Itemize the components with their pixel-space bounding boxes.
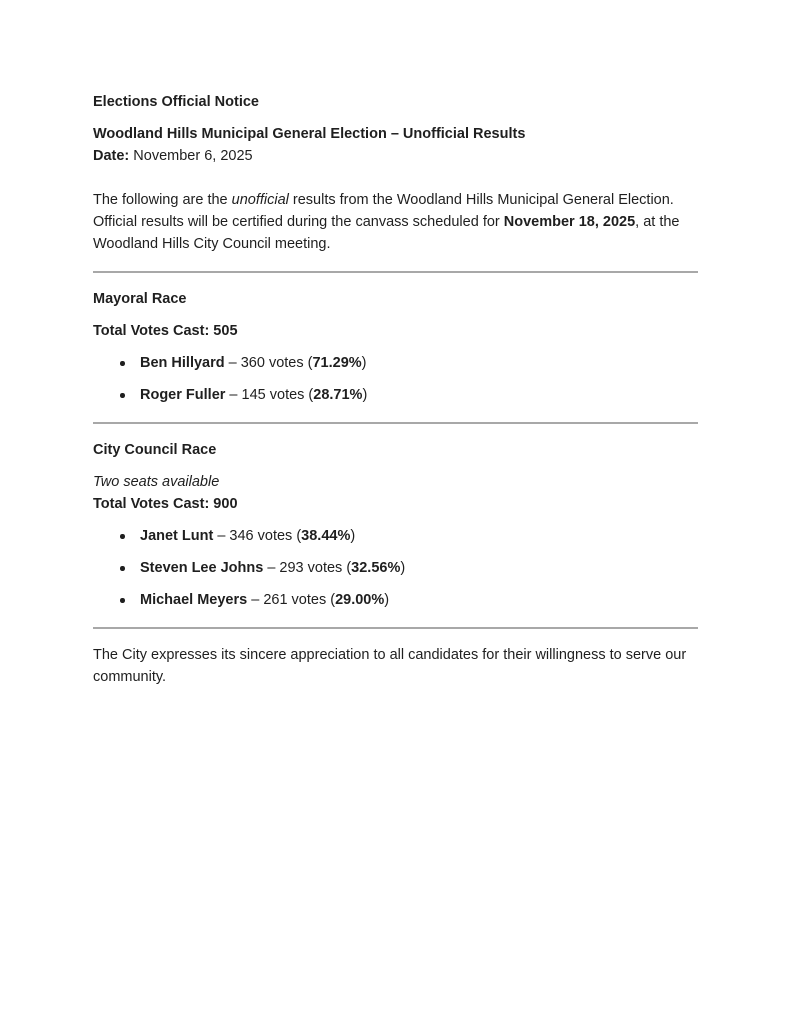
- candidate-name: Ben Hillyard: [140, 355, 225, 371]
- section-divider: [93, 422, 698, 424]
- intro-unofficial-emphasis: unofficial: [231, 192, 289, 208]
- bullet-icon: [120, 361, 125, 366]
- notice-title: Elections Official Notice: [93, 94, 259, 110]
- candidate-name: Steven Lee Johns: [140, 560, 264, 576]
- candidate-close-paren: ): [350, 528, 356, 544]
- closing-paragraph: The City expresses its sincere appreciation to all candidates for their willingness to serve our community.: [93, 647, 687, 685]
- list-item: [93, 384, 698, 406]
- mayoral-total-votes: Total Votes Cast: 505: [93, 323, 238, 339]
- candidate-name: Michael Meyers: [140, 592, 248, 608]
- date-value: November 6, 2025: [129, 148, 253, 164]
- candidate-close-paren: ): [362, 387, 368, 403]
- candidate-percentage: 28.71%: [313, 387, 363, 403]
- mayoral-race-title: Mayoral Race: [93, 291, 187, 307]
- council-race-title: City Council Race: [93, 442, 217, 458]
- mayoral-candidate-list: [93, 352, 698, 406]
- intro-text-3: , at the Woodland Hills City Council meeting.: [93, 214, 680, 252]
- candidate-votes: – 293 votes (: [263, 560, 352, 576]
- candidate-close-paren: ): [361, 355, 367, 371]
- section-divider: [93, 271, 698, 273]
- spacer: [93, 177, 698, 189]
- candidate-votes: – 261 votes (: [247, 592, 336, 608]
- candidate-percentage: 38.44%: [301, 528, 351, 544]
- council-seats-note: Two seats available: [93, 474, 220, 490]
- bullet-icon: [120, 393, 125, 398]
- candidate-percentage: 29.00%: [335, 592, 385, 608]
- section-divider: [93, 627, 698, 629]
- candidate-name: Janet Lunt: [140, 528, 214, 544]
- council-total-votes: Total Votes Cast: 900: [93, 496, 238, 512]
- candidate-percentage: 71.29%: [312, 355, 362, 371]
- council-subtitle-block: [93, 471, 698, 515]
- intro-text-2: results from the Woodland Hills Municipal General Election. Official results will be certified during the canvass scheduled for: [93, 192, 674, 230]
- list-item: [93, 525, 698, 547]
- date-label: Date:: [93, 148, 130, 164]
- candidate-votes: – 145 votes (: [225, 387, 314, 403]
- list-item: [93, 352, 698, 374]
- list-item: [93, 589, 698, 611]
- council-candidate-list: [93, 525, 698, 611]
- list-item: [93, 557, 698, 579]
- candidate-votes: – 346 votes (: [213, 528, 302, 544]
- bullet-icon: [120, 566, 125, 571]
- candidate-close-paren: ): [400, 560, 406, 576]
- candidate-percentage: 32.56%: [351, 560, 401, 576]
- intro-paragraph: [93, 189, 698, 255]
- bullet-icon: [120, 534, 125, 539]
- bullet-icon: [120, 598, 125, 603]
- intro-certification-date: November 18, 2025: [503, 214, 636, 230]
- election-title: Woodland Hills Municipal General Election – Unofficial Results: [93, 126, 526, 142]
- candidate-votes: – 360 votes (: [224, 355, 313, 371]
- candidate-close-paren: ): [384, 592, 390, 608]
- intro-text-1: The following are the: [93, 192, 232, 208]
- election-title-block: [93, 123, 698, 167]
- candidate-name: Roger Fuller: [140, 387, 226, 403]
